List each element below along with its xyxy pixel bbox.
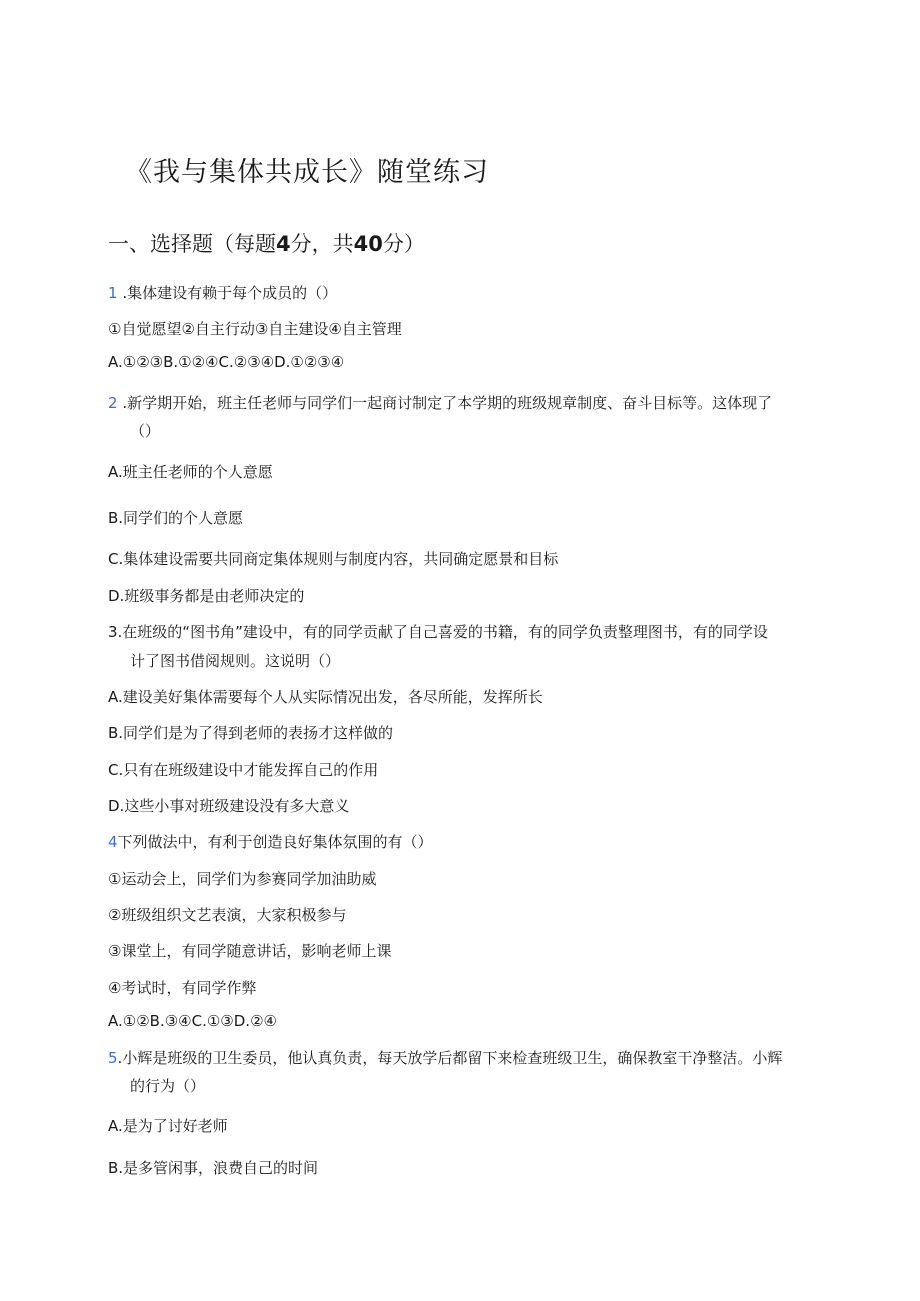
question-2-option-b: B.同学们的个人意愿 xyxy=(108,509,244,527)
section-mid: 分，共 xyxy=(290,232,354,256)
question-3-option-d: D.这些小事对班级建设没有多大意义 xyxy=(108,797,350,815)
question-2-option-a: A.班主任老师的个人意愿 xyxy=(108,463,273,481)
question-3-option-b: B.同学们是为了得到老师的表扬才这样做的 xyxy=(108,724,394,742)
question-5-stem-continued: 的行为（） xyxy=(130,1077,206,1095)
question-1-items: ①自觉愿望②自主行动③自主建设④自主管理 xyxy=(108,320,402,338)
question-5-option-b: B.是多管闲事，浪费自己的时间 xyxy=(108,1159,319,1177)
question-4-item-2: ②班级组织文艺表演，大家积极参与 xyxy=(108,906,347,924)
section-per-score: 4 xyxy=(276,232,291,256)
page-title: 《我与集体共成长》随堂练习 xyxy=(125,157,489,188)
question-5-option-a: A.是为了讨好老师 xyxy=(108,1117,228,1135)
question-3-stem-continued: 计了图书借阅规则。这说明（） xyxy=(130,652,341,670)
question-2-stem-continued: （） xyxy=(130,422,161,440)
section-heading xyxy=(108,228,425,258)
question-4-item-1: ①运动会上，同学们为参赛同学加油助威 xyxy=(108,870,377,888)
question-1-number: 1 xyxy=(108,284,118,302)
question-3-option-a: A.建设美好集体需要每个人从实际情况出发，各尽所能，发挥所长 xyxy=(108,688,543,706)
question-4-number: 4 xyxy=(108,833,118,851)
question-4-item-4: ④考试时，有同学作弊 xyxy=(108,979,257,997)
question-2-option-c: C.集体建设需要共同商定集体规则与制度内容，共同确定愿景和目标 xyxy=(108,550,559,568)
question-3-option-c: C.只有在班级建设中才能发挥自己的作用 xyxy=(108,761,379,779)
question-4-item-3: ③课堂上，有同学随意讲话，影响老师上课 xyxy=(108,942,392,960)
question-4-stem: 4下列做法中，有利于创造良好集体氛围的有（） xyxy=(108,833,433,851)
question-3-stem: 3.在班级的“图书角”建设中，有的同学贡献了自己喜爱的书籍，有的同学负责整理图书，有的同学设 xyxy=(108,623,768,641)
section-total-score: 40 xyxy=(353,232,383,256)
question-2-number: 2 xyxy=(108,394,118,412)
question-2-option-d: D.班级事务都是由老师决定的 xyxy=(108,587,305,605)
question-5-number: 5 xyxy=(108,1049,118,1067)
section-prefix: 一、选择题（每题 xyxy=(108,232,276,256)
section-suffix: 分） xyxy=(382,232,425,256)
question-4-options: A.①②B.③④C.①③D.②④ xyxy=(108,1012,277,1030)
question-1-stem: 1 .集体建设有赖于每个成员的（） xyxy=(108,284,338,302)
question-2-stem: 2 .新学期开始，班主任老师与同学们一起商讨制定了本学期的班级规章制度、奋斗目标等。这体现了 xyxy=(108,394,773,412)
question-5-stem: 5.小辉是班级的卫生委员，他认真负责，每天放学后都留下来检查班级卫生，确保教室干净整洁。小辉 xyxy=(108,1049,783,1067)
question-1-options: A.①②③B.①②④C.②③④D.①②③④ xyxy=(108,353,345,371)
